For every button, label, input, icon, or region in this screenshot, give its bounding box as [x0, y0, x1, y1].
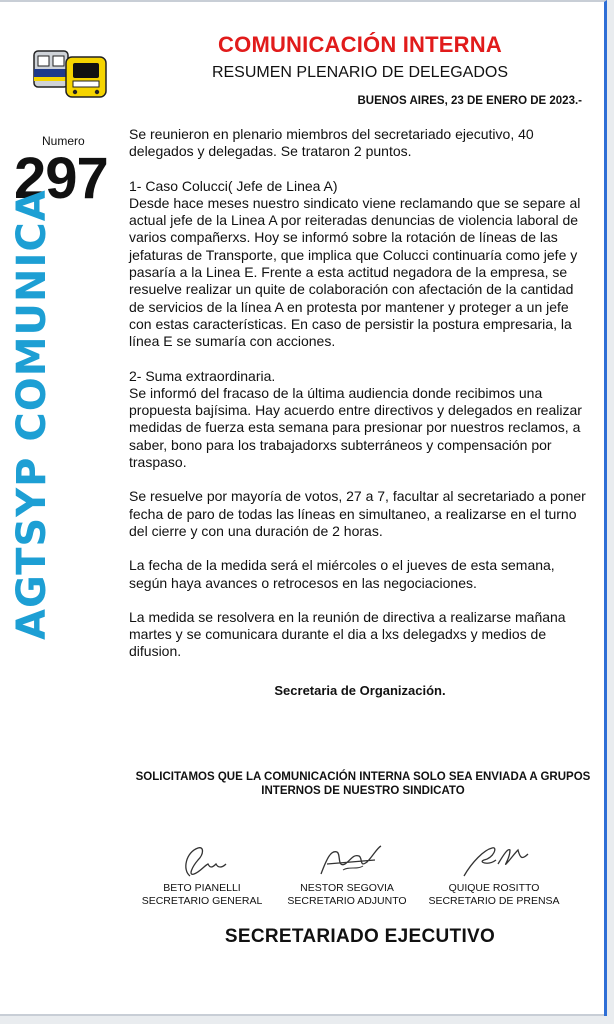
closing-paragraph: La medida se resolvera en la reunión de directiva a realizarse mañana martes y se comunicara durante el dia a lxs delegadxs y medios de difusion. — [129, 608, 566, 660]
point1-title: 1- Caso Colucci( Jefe de Linea A) — [129, 177, 338, 194]
signatures-row — [142, 840, 582, 920]
signature-2-icon — [297, 840, 397, 882]
point1-text: Desde hace meses nuestro sindicato viene reclamando que se separe al actual jefe de la Linea A por reiteradas denuncias de violencia laboral de varios compañerxs. Hoy se informó sobre la rotación de líneas de las jefaturas de Transporte, que implica que Colucci continuaría como jefe y pasaría a la Linea E. Frente a esta actitud negadora de la empresa, se resuelve realizar un quite de colaboración con afectación de la cantidad de servicios de la línea A en protesta por mantener y proteger a un jefe con estas características. En caso de persistir la postura empresaria, la línea E se sumaría con acciones. — [129, 194, 581, 350]
point1-block — [129, 178, 591, 351]
signatory-2-name: NESTOR SEGOVIA — [300, 882, 394, 894]
signature-1-icon — [152, 840, 252, 882]
page-title: COMUNICACIÓN INTERNA — [218, 32, 502, 57]
signatory-2-role: SECRETARIO ADJUNTO — [287, 895, 407, 907]
issue-number: 297 — [14, 146, 108, 211]
signatory-3 — [424, 840, 564, 908]
side-brand-text: AGTSYP COMUNICA — [9, 189, 55, 640]
distribution-notice: SOLICITAMOS QUE LA COMUNICACIÓN INTERNA SOLO SEA ENVIADA A GRUPOS INTERNOS DE NUESTRO SINDICATO — [135, 771, 591, 797]
signature-3-icon — [444, 840, 544, 882]
signatory-1-name: BETO PIANELLI — [163, 882, 241, 894]
document-date: BUENOS AIRES, 23 DE ENERO DE 2023.- — [357, 95, 582, 107]
signatory-1 — [132, 840, 272, 908]
date-note-paragraph: La fecha de la medida será el miércoles o el jueves de esta semana, según haya avances o retrocesos en las negociaciones. — [129, 557, 555, 591]
intro-paragraph: Se reunieron en plenario miembros del secretariado ejecutivo, 40 delegados y delegadas. Se trataron 2 puntos. — [129, 126, 534, 160]
point2-title: 2- Suma extraordinaria. — [129, 367, 276, 384]
resolution-paragraph: Se resuelve por mayoría de votos, 27 a 7, facultar al secretariado a poner fecha de paro de todas las líneas en simultaneo, a realizarse en el turno del cierre y con una duración de 2 horas. — [129, 488, 586, 539]
signatory-3-name: QUIQUE ROSITTO — [448, 882, 540, 894]
signed-by: Secretaria de Organización. — [274, 683, 446, 698]
document-body — [129, 126, 591, 678]
signatory-2 — [277, 840, 417, 908]
sheet-bottom-edge — [0, 1014, 604, 1016]
page-subtitle: RESUMEN PLENARIO DE DELEGADOS — [211, 64, 509, 81]
issue-number-label: Numero — [42, 134, 85, 148]
point2-text: Se informó del fracaso de la última audiencia donde recibimos una propuesta bajísima. Hay acuerdo entre directivos y delegados en realizar medidas de fuerza esta semana para presionar por nuestros reclamos, a saber, bono para los trabajadorxs subterráneos y compensación por traspaso. — [129, 384, 582, 471]
point2-block — [129, 368, 591, 472]
footer-title: SECRETARIADO EJECUTIVO — [224, 926, 496, 947]
signatory-1-role: SECRETARIO GENERAL — [141, 895, 263, 907]
signatory-3-role: SECRETARIO DE PRENSA — [428, 895, 560, 907]
